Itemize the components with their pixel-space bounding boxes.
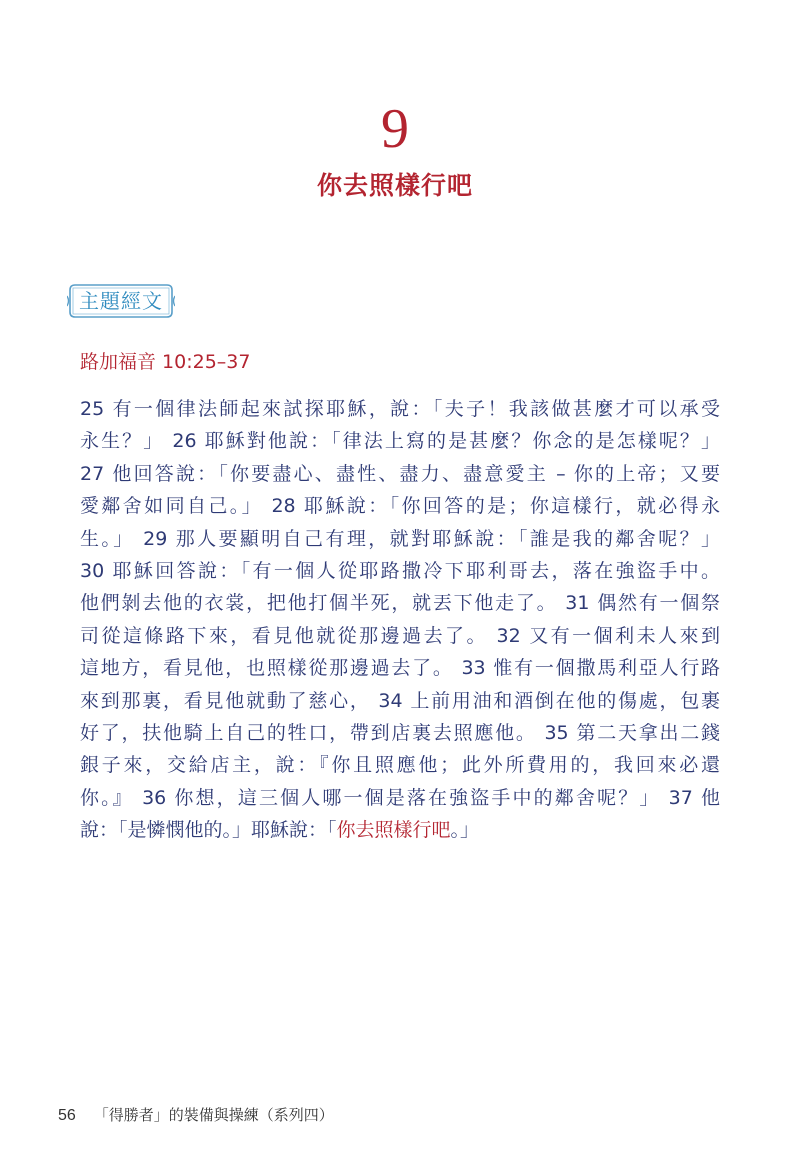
- passage-line: 你。』 36 你想，這三個人哪一個是落在強盜手中的鄰舍呢？」 37 他: [80, 786, 720, 809]
- passage-line: 來到那裏，看見他就動了慈心， 34 上前用油和酒倒在他的傷處，包裹: [80, 689, 720, 712]
- book-title: 「得勝者」的裝備與操練（系列四）: [93, 1106, 334, 1124]
- page-number: 56: [58, 1107, 76, 1124]
- scripture-passage: [80, 393, 720, 847]
- chapter-title: 你去照樣行吧: [316, 171, 473, 200]
- chapter-number: 9: [381, 98, 409, 160]
- passage-last-line: [80, 814, 720, 846]
- passage-line: 好了，扶他騎上自己的牲口，帶到店裏去照應他。 35 第二天拿出二錢: [80, 722, 720, 745]
- theme-label: 主題經文: [79, 289, 163, 313]
- last-line-prefix: 說：「是憐憫他的。」耶穌說：「: [80, 819, 337, 842]
- passage-line: 生。」 29 那人要顯明自己有理，就對耶穌說：「誰是我的鄰舍呢？」: [80, 527, 720, 550]
- passage-line: 他們剝去他的衣裳，把他打個半死，就丟下他走了。 31 偶然有一個祭: [80, 592, 720, 615]
- passage-line: 永生？」 26 耶穌對他說：「律法上寫的是甚麼？你念的是怎樣呢？」: [80, 430, 720, 453]
- scripture-reference: 路加福音 10:25–37: [80, 351, 251, 373]
- passage-line: 銀子來，交給店主，說：『你且照應他；此外所費用的，我回來必還: [80, 754, 720, 777]
- passage-line: 30 耶穌回答說：「有一個人從耶路撒冷下耶利哥去，落在強盜手中。: [80, 560, 720, 583]
- passage-line: 愛鄰舍如同自己。」 28 耶穌說：「你回答的是；你這樣行，就必得永: [80, 495, 720, 518]
- theme-badge: [67, 282, 175, 320]
- passage-line: 27 他回答說：「你要盡心、盡性、盡力、盡意愛主 – 你的上帝；又要: [80, 462, 720, 485]
- highlighted-phrase: 你去照樣行吧: [336, 819, 451, 842]
- passage-line: 25 有一個律法師起來試探耶穌，說：「夫子！我該做甚麼才可以承受: [80, 398, 720, 420]
- passage-line: 司從這條路下來，看見他就從那邊過去了。 32 又有一個利未人來到: [80, 624, 720, 647]
- passage-line: 這地方，看見他，也照樣從那邊過去了。 33 惟有一個撒馬利亞人行路: [80, 657, 720, 680]
- page-footer: [58, 1104, 334, 1127]
- last-line-suffix: 。」: [450, 819, 480, 842]
